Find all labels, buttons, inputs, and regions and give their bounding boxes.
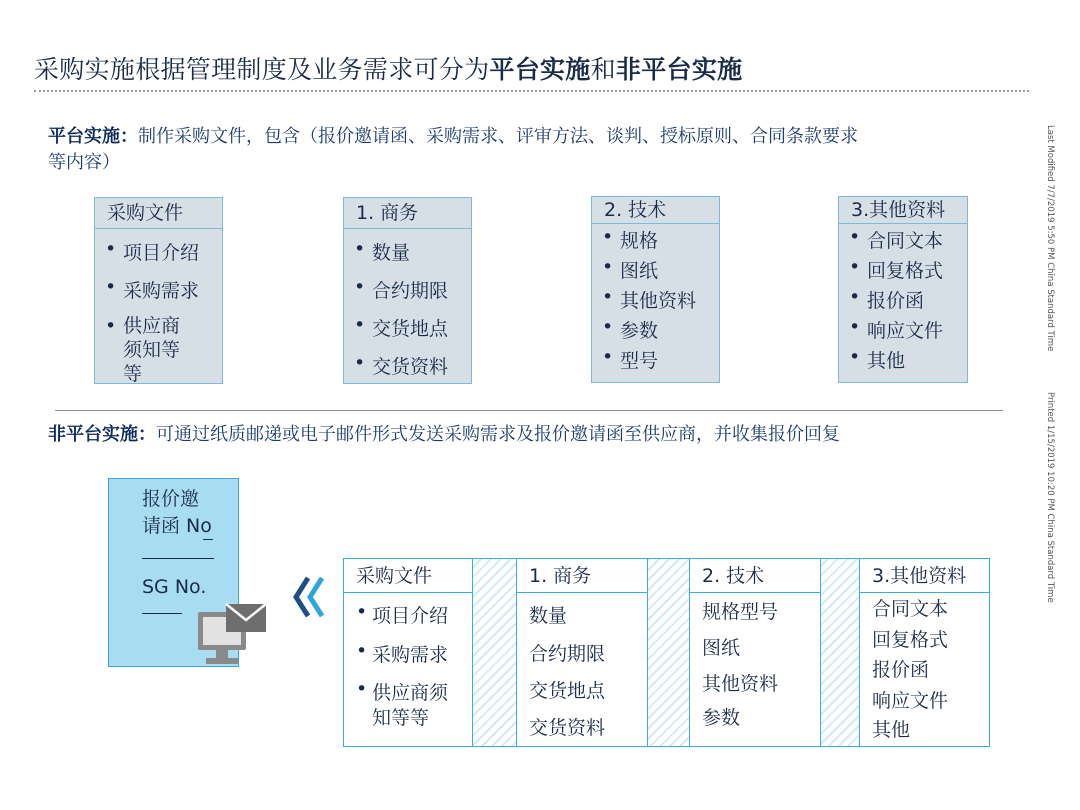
- box-header: 3.其他资料: [839, 197, 967, 224]
- list-item: 知等等: [372, 707, 430, 729]
- list-item: • 供应商须: [354, 678, 448, 705]
- list-item: 回复格式: [872, 629, 949, 651]
- title-divider: [34, 90, 1029, 92]
- list-item: • 项目介绍: [95, 238, 222, 276]
- lower-box-other-info: [859, 558, 990, 747]
- upper-box-procurement-docs: [94, 197, 223, 384]
- printed-note: Printed 1/15/2019 10:20 PM China Standard Time: [1045, 392, 1055, 603]
- platform-label: 平台实施：: [48, 126, 138, 147]
- section-divider: [55, 410, 1003, 411]
- list-item: 其他: [872, 719, 911, 741]
- platform-description: 平台实施：制作采购文件，包含（报价邀请函、采购需求、评审方法、谈判、授标原则、合同条款要求 等内容）: [48, 126, 858, 173]
- box-header: 采购文件: [95, 198, 222, 229]
- list-item: 合约期限: [529, 643, 606, 665]
- list-item: 交货资料: [529, 717, 606, 739]
- lower-document-group: [343, 558, 990, 747]
- list-item: 数量: [529, 605, 568, 627]
- list-item: • 采购需求: [354, 640, 448, 667]
- box-header: 2. 技术: [690, 559, 820, 593]
- list-item: • 合同文本: [839, 226, 967, 256]
- page-title: 采购实施根据管理制度及业务需求可分为平台实施和非平台实施: [34, 55, 743, 84]
- list-item: • 数量: [344, 238, 471, 276]
- list-item: • 图纸: [592, 256, 719, 286]
- list-item: 响应文件: [872, 690, 949, 712]
- card-line2: 请函 No: [142, 515, 212, 537]
- upper-box-commercial: [343, 197, 472, 384]
- nonplatform-description: 非平台实施：可通过纸质邮递或电子邮件形式发送采购需求及报价邀请函至供应商，并收集报价回复: [48, 424, 840, 445]
- last-modified-note: Last Modified 7/7/2019 5:50 PM China Standard Time: [1045, 125, 1055, 352]
- list-item: 图纸: [702, 637, 741, 659]
- list-item: • 供应商须知等等: [95, 314, 193, 386]
- list-item: • 响应文件: [839, 316, 967, 346]
- box-header: 1. 商务: [517, 559, 647, 593]
- list-item: 交货地点: [529, 680, 606, 702]
- list-item: • 项目介绍: [354, 601, 448, 628]
- lower-box-technical: [689, 558, 821, 747]
- upper-box-technical: [591, 196, 720, 383]
- list-item: • 规格: [592, 226, 719, 256]
- list-item: • 型号: [592, 346, 719, 376]
- list-item: • 其他资料: [592, 286, 719, 316]
- list-item: 报价函: [872, 659, 930, 681]
- card-line1: 报价邀: [142, 488, 200, 510]
- card-underline-short: [203, 539, 213, 540]
- double-chevron-left-icon: [290, 574, 330, 620]
- list-item: • 其他: [839, 346, 967, 376]
- card-blank-line: [142, 613, 182, 614]
- upper-box-other-info: [838, 196, 968, 383]
- box-header: 3.其他资料: [860, 559, 989, 593]
- list-item: • 报价函: [839, 286, 967, 316]
- list-item: 规格型号: [702, 601, 779, 623]
- card-sg-number: SG No.: [142, 576, 207, 598]
- box-header: 1. 商务: [344, 198, 471, 229]
- list-item: • 参数: [592, 316, 719, 346]
- lower-box-commercial: [516, 558, 648, 747]
- lower-box-procurement-docs: [343, 558, 473, 747]
- list-item: • 合约期限: [344, 276, 471, 314]
- list-item: • 交货资料: [344, 352, 471, 382]
- list-item: 其他资料: [702, 673, 779, 695]
- box-header: 2. 技术: [592, 197, 719, 224]
- nonplatform-label: 非平台实施：: [48, 424, 156, 445]
- computer-mail-icon: [196, 602, 274, 674]
- box-header: 采购文件: [344, 559, 472, 593]
- list-item: • 回复格式: [839, 256, 967, 286]
- list-item: • 采购需求: [95, 276, 222, 314]
- list-item: 参数: [702, 707, 741, 729]
- list-item: 合同文本: [872, 598, 949, 620]
- card-blank-line: [142, 558, 214, 559]
- list-item: • 交货地点: [344, 314, 471, 352]
